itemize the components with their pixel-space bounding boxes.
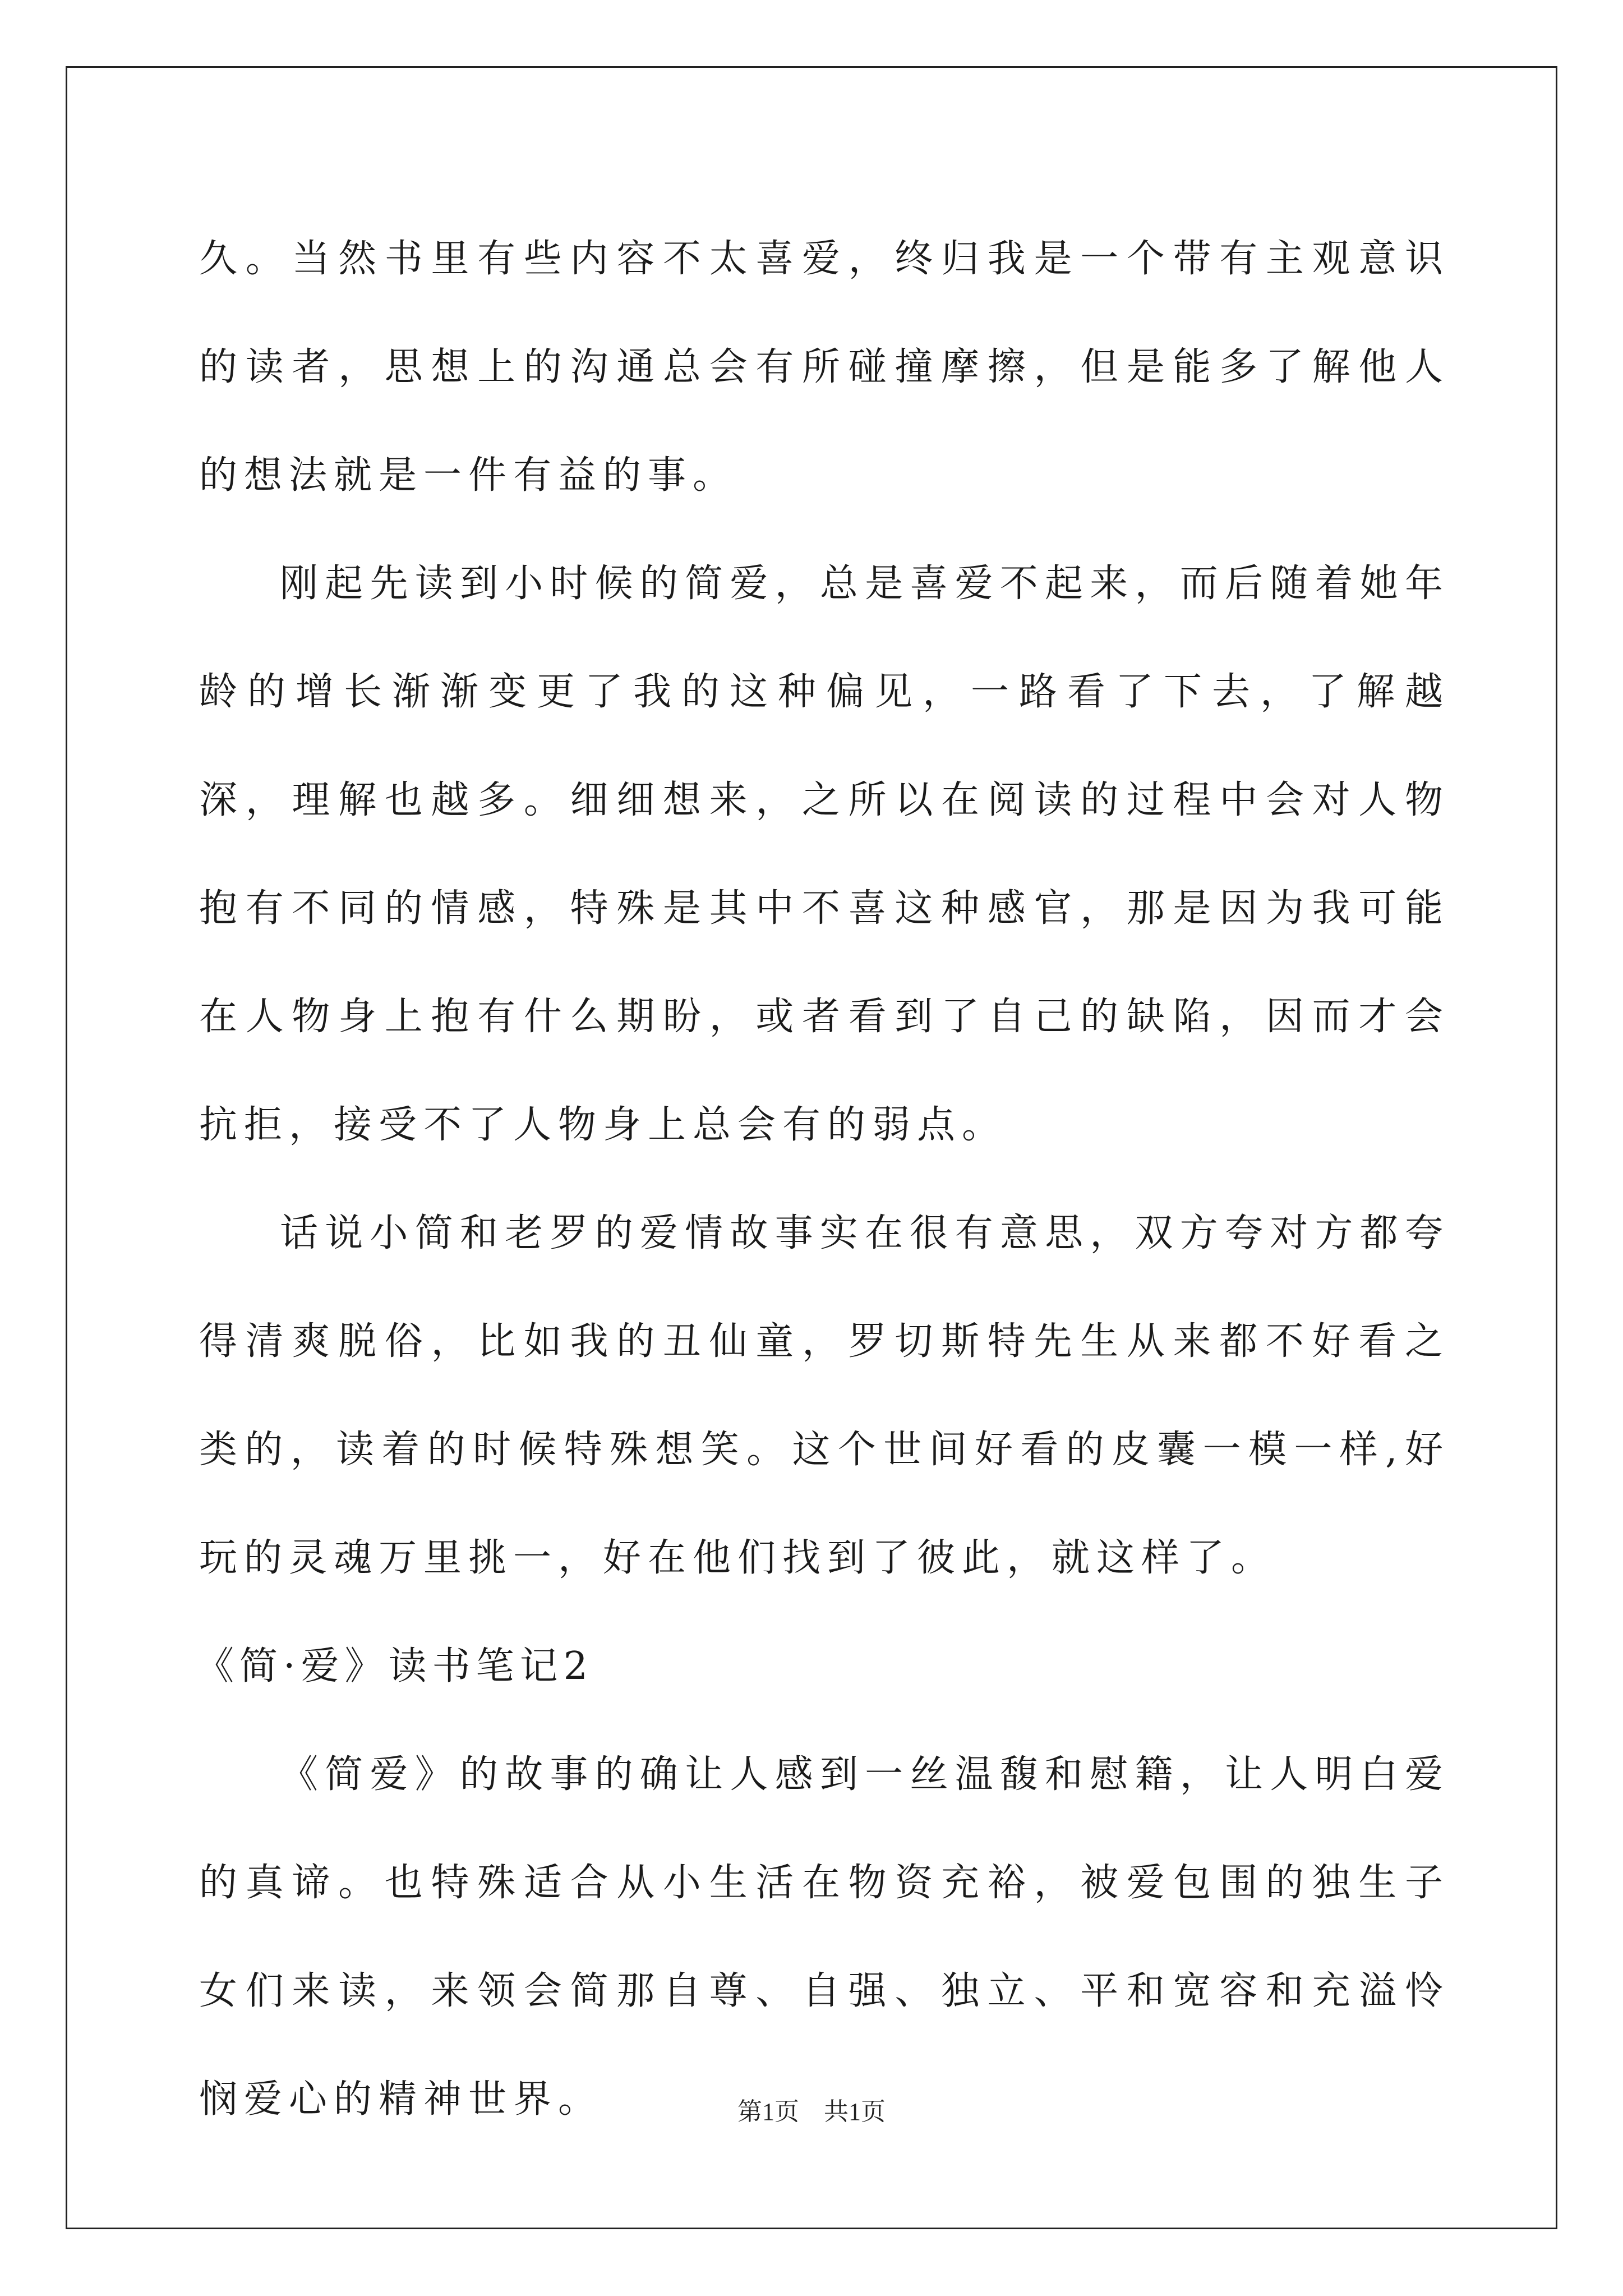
page-number: 第1页 xyxy=(737,2098,799,2125)
paragraph: 久。当然书里有些内容不太喜爱，终归我是一个带有主观意识的读者，思想上的沟通总会有所碰撞摩擦，但是能多了解他人的想法就是一件有益的事。 xyxy=(199,237,1450,498)
paragraph: 《简爱》的故事的确让人感到一丝温馥和慰籍，让人明白爱的真谛。也特殊适合从小生活在物资充裕，被爱包围的独生子女们来读，来领会简那自尊、自强、独立、平和宽容和充溢怜悯爱心的精神世界。 xyxy=(199,1752,1450,2122)
paragraph: 刚起先读到小时候的简爱，总是喜爱不起来，而后随着她年龄的增长渐渐变更了我的这种偏见，一路看了下去，了解越深，理解也越多。细细想来，之所以在阅读的过程中会对人物抱有不同的情感，特殊是其中不喜这种感官，那是因为我可能在人物身上抱有什么期盼，或者看到了自己的缺陷，因而才会抗拒，接受不了人物身上总会有的弱点。 xyxy=(199,562,1450,1147)
page-footer xyxy=(0,2091,1623,2127)
document-body xyxy=(196,205,1450,2154)
paragraph: 话说小简和老罗的爱情故事实在很有意思，双方夸对方都夸得清爽脱俗，比如我的丑仙童，罗切斯特先生从来都不好看之类的，读着的时候特殊想笑。这个世间好看的皮囊一模一样,好玩的灵魂万里挑一，好在他们找到了彼此，就这样了。 xyxy=(199,1211,1450,1580)
page-total: 共1页 xyxy=(824,2098,886,2125)
section-heading: 《简·爱》读书笔记2 xyxy=(196,1644,593,1688)
